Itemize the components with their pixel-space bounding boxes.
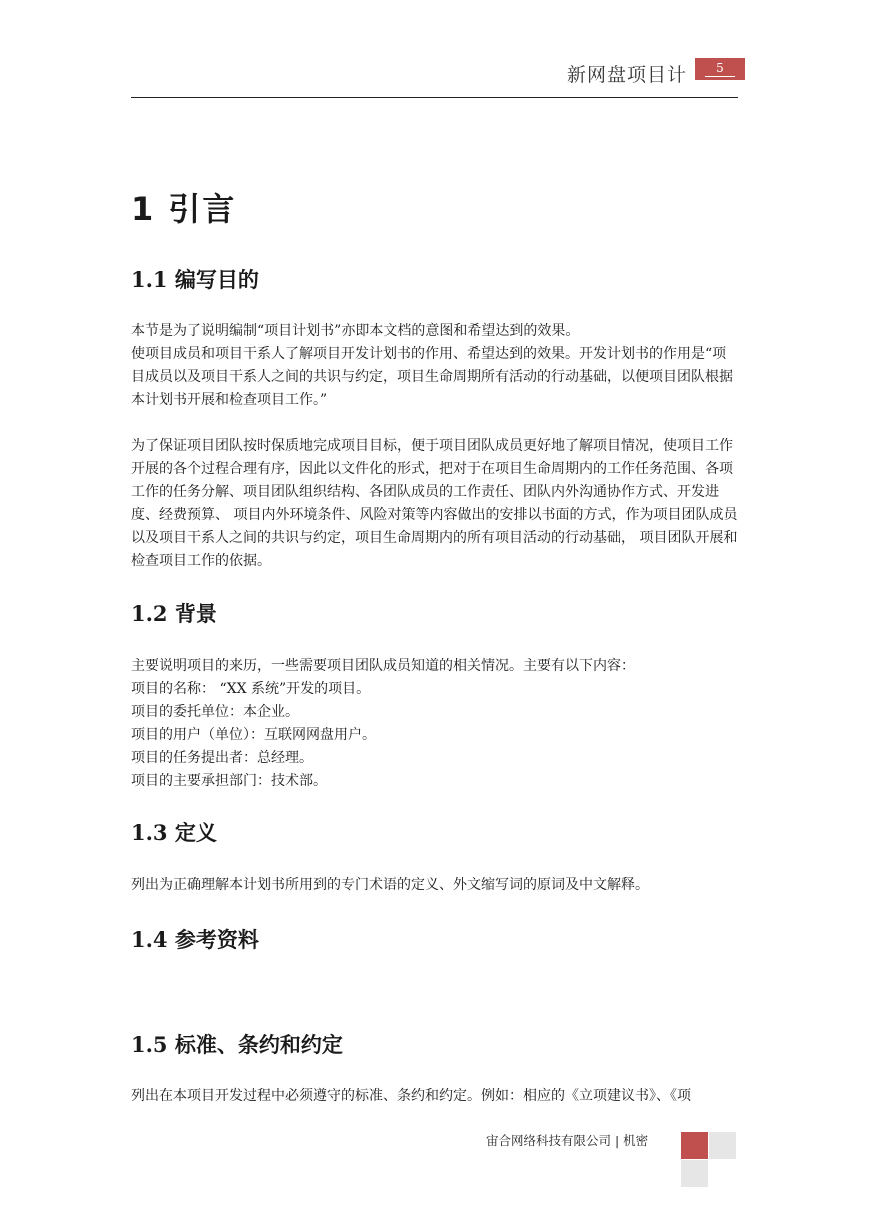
section-heading-1-2: 1.2 背景	[131, 601, 217, 626]
section-1-2-body	[131, 655, 738, 793]
chapter-heading: 1 引言	[131, 190, 237, 228]
page-number: 5	[716, 61, 724, 75]
section-heading-1-4: 1.4 参考资料	[131, 927, 259, 952]
section-1-3-text: 列出为正确理解本计划书所用到的专门术语的定义、外文缩写词的原词及中文解释。	[131, 877, 649, 893]
paragraph: 为了保证项目团队按时保质地完成项目目标，便于项目团队成员更好地了解项目情况，使项目工作开展的各个过程合理有序，因此以文件化的形式，把对于在项目生命周期内的工作任务范围、各项工作的任务分解、项目团队组织结构、各团队成员的工作责任、团队内外沟通协作方式、开发进度、经费预算、 项目内外环境条件、风险对策等内容做出的安排以书面的方式，作为项目团队成员以及项目干系人之间的共识与约定，项目生命周期内的所有项目活动的行动基础， 项目团队开展和检查项目工作的依据。	[131, 438, 738, 569]
paragraph: 使项目成员和项目干系人了解项目开发计划书的作用、希望达到的效果。开发计划书的作用是“项目成员以及项目干系人之间的共识与约定，项目生命周期所有活动的行动基础，以便项目团队根据本计划书开展和检查项目工作。”	[131, 346, 733, 408]
section-heading-1-5: 1.5 标准、条约和约定	[131, 1032, 343, 1057]
list-line: 项目的任务提出者：总经理。	[131, 750, 313, 766]
list-line: 项目的主要承担部门：技术部。	[131, 773, 327, 789]
page-number-underline	[705, 76, 735, 77]
footer-square-accent	[681, 1132, 708, 1159]
page-number-badge	[695, 58, 745, 80]
footer-square-gray	[681, 1160, 708, 1187]
paragraph: 本节是为了说明编制“项目计划书”亦即本文档的意图和希望达到的效果。	[131, 323, 580, 339]
section-1-5-text: 列出在本项目开发过程中必须遵守的标准、条约和约定。例如：相应的《立项建议书》、《项	[131, 1088, 691, 1104]
list-line: 主要说明项目的来历，一些需要项目团队成员知道的相关情况。主要有以下内容：	[131, 658, 635, 674]
footer-company-line: 宙合网络科技有限公司 | 机密	[486, 1133, 649, 1148]
list-line: 项目的用户（单位）：互联网网盘用户。	[131, 727, 376, 743]
list-line: 项目的委托单位：本企业。	[131, 704, 299, 720]
header-divider	[131, 97, 738, 98]
document-title: 新网盘项目计	[566, 64, 687, 86]
footer-square-gray	[709, 1132, 736, 1159]
section-1-1-body	[131, 320, 738, 573]
section-heading-1-3: 1.3 定义	[131, 820, 217, 845]
list-line: 项目的名称： “XX 系统”开发的项目。	[131, 681, 371, 697]
section-heading-1-1: 1.1 编写目的	[131, 267, 259, 292]
